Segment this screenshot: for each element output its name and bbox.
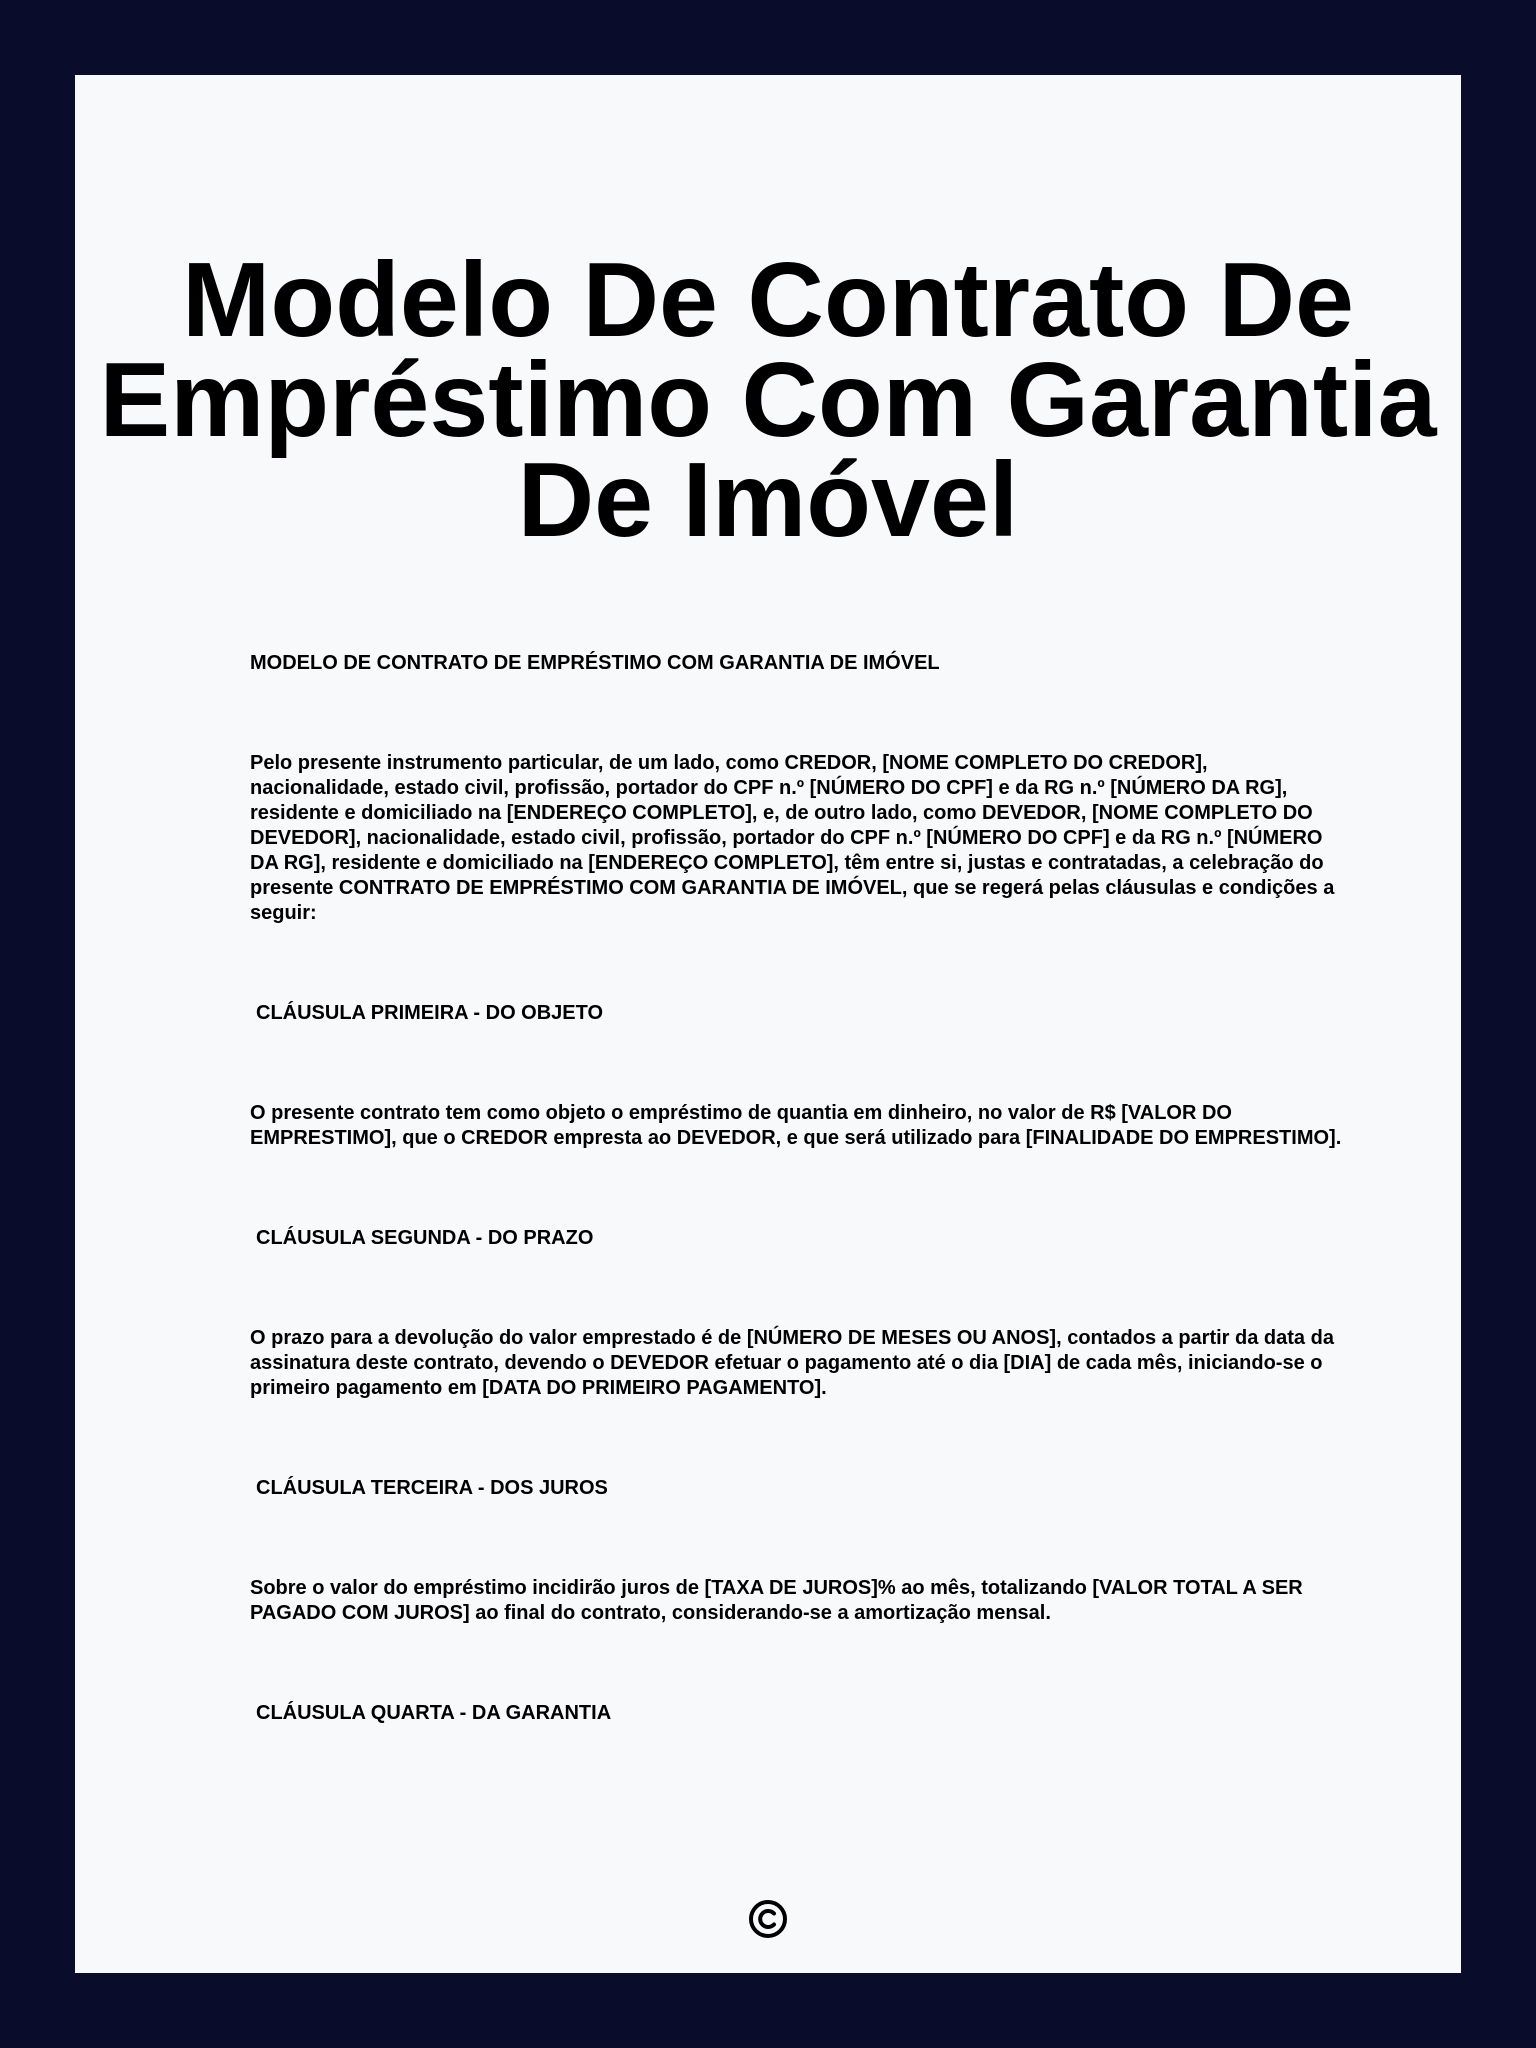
page-title: Modelo De Contrato De Empréstimo Com Garantia De Imóvel: [99, 241, 1437, 559]
clause-heading-third: CLÁUSULA TERCEIRA - DOS JUROS: [256, 1477, 608, 1499]
footer: [75, 1895, 1461, 1939]
copyright-icon: [748, 1899, 788, 1939]
document-heading: MODELO DE CONTRATO DE EMPRÉSTIMO COM GARANTIA DE IMÓVEL: [250, 652, 940, 674]
intro-paragraph: Pelo presente instrumento particular, de um lado, como CREDOR, [NOME COMPLETO DO CREDOR], nacionalidade, estado civil, profissão, portador do CPF n.º [NÚMERO DO CPF] e da RG n.º [NÚMERO DA RG], residente e domiciliado na [ENDEREÇO COMPLETO], e, de outro lado, como DEVEDOR, [NOME COMPLETO DO DEVEDOR], nacionalidade, estado civil, profissão, portador do CPF n.º [NÚMERO DO CPF] e da RG n.º [NÚMERO DA RG], residente e domiciliado na [ENDEREÇO COMPLETO], têm entre si, justas e contratadas, a celebração do presente CONTRATO DE EMPRÉSTIMO COM GARANTIA DE IMÓVEL, que se regerá pelas cláusulas e condições a seguir:: [250, 752, 1335, 924]
document-body: [250, 651, 1350, 1726]
document-page: [75, 75, 1461, 1973]
clause-heading-second: CLÁUSULA SEGUNDA - DO PRAZO: [256, 1227, 594, 1249]
clause-heading-first: CLÁUSULA PRIMEIRA - DO OBJETO: [256, 1002, 604, 1024]
clause-heading-fourth: CLÁUSULA QUARTA - DA GARANTIA: [256, 1702, 612, 1724]
clause-body-third: Sobre o valor do empréstimo incidirão juros de [TAXA DE JUROS]% ao mês, totalizando [VALOR TOTAL A SER PAGADO COM JUROS] ao final do contrato, considerando-se a amortização mensal.: [250, 1577, 1303, 1624]
clause-body-first: O presente contrato tem como objeto o empréstimo de quantia em dinheiro, no valor de R$ [VALOR DO EMPRESTIMO], que o CREDOR empresta ao DEVEDOR, e que será utilizado para [FINALIDADE DO EMPRESTIMO].: [250, 1102, 1342, 1149]
clause-body-second: O prazo para a devolução do valor emprestado é de [NÚMERO DE MESES OU ANOS], contados a partir da data da assinatura deste contrato, devendo o DEVEDOR efetuar o pagamento até o dia [DIA] de cada mês, iniciando-se o primeiro pagamento em [DATA DO PRIMEIRO PAGAMENTO].: [250, 1327, 1334, 1399]
